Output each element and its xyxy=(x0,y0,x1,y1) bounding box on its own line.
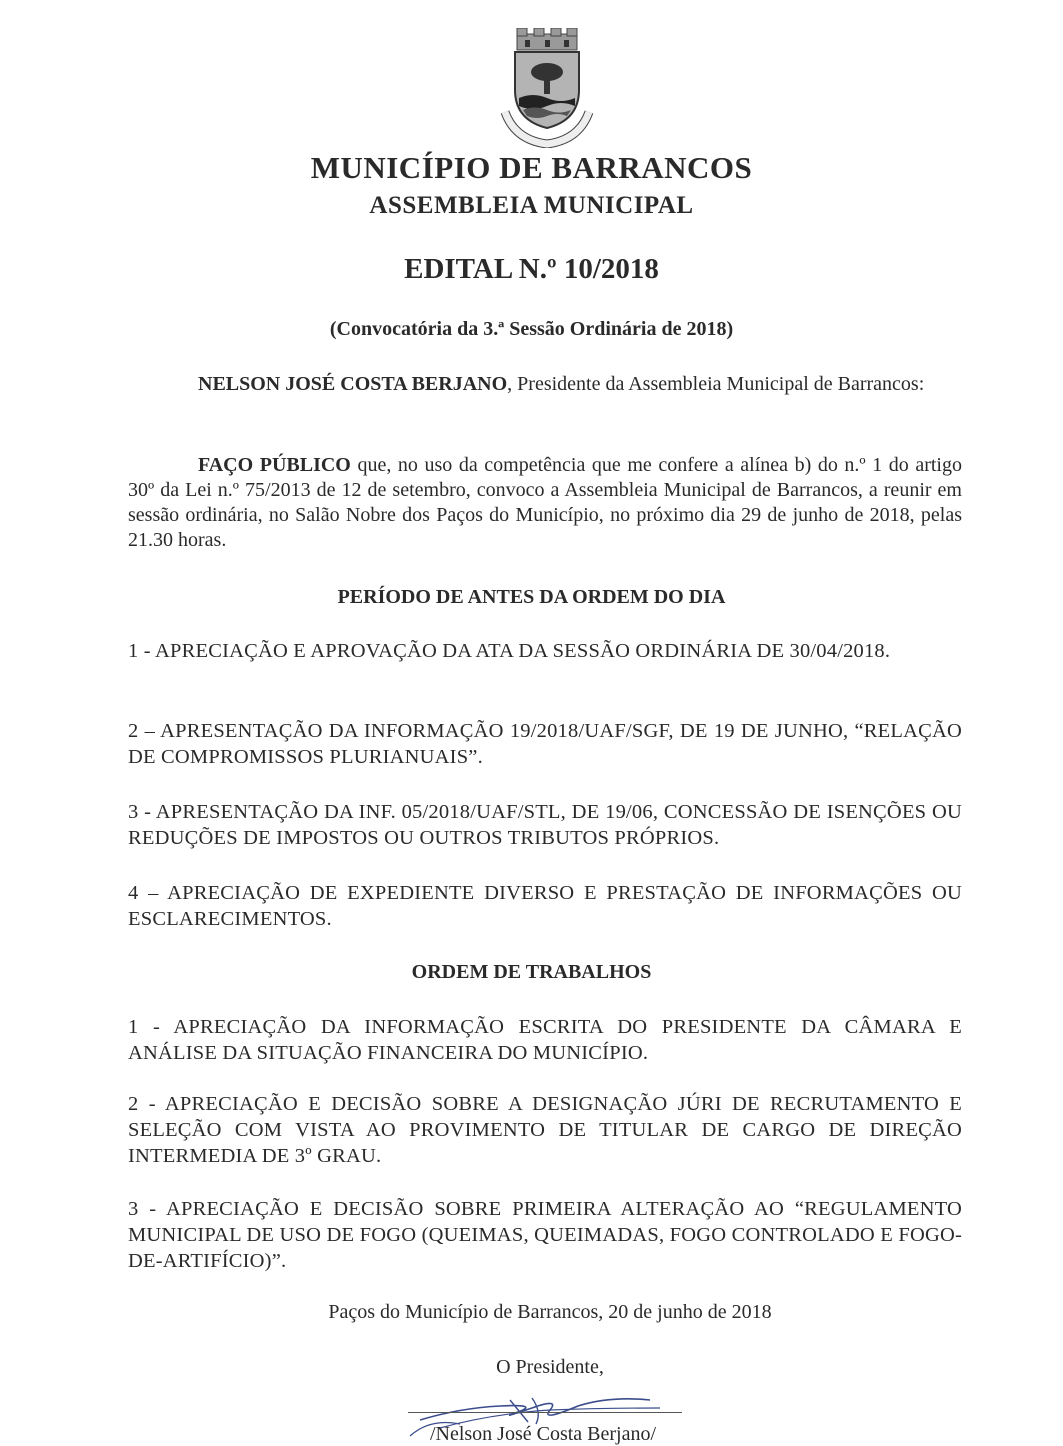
president-name: NELSON JOSÉ COSTA BERJANO xyxy=(198,373,508,395)
announcement-text: que, no uso da competência que me confere a alínea b) do n.º 1 do artigo 30º da Lei n.º 75/2013 de 12 de setembro, convoco a Assembleia Municipal de Barrancos, a reunir em sessão ordinária, no Salão Nobre dos Paços do Município, no próximo dia 29 de junho de 2018, pelas 21.30 horas. xyxy=(128,454,962,551)
intro-paragraph xyxy=(128,372,962,397)
before-agenda-item-4: 4 – APRECIAÇÃO DE EXPEDIENTE DIVERSO E PRESTAÇÃO DE INFORMAÇÕES OU ESCLARECIMENTOS. xyxy=(128,882,962,930)
signatory-name: /Nelson José Costa Berjano/ xyxy=(429,1423,657,1445)
agenda-item-1: 1 - APRECIAÇÃO DA INFORMAÇÃO ESCRITA DO PRESIDENTE DA CÂMARA E ANÁLISE DA SITUAÇÃO FINANCEIRA DO MUNICÍPIO. xyxy=(128,1016,962,1064)
assembly-title: ASSEMBLEIA MUNICIPAL xyxy=(369,192,694,219)
before-agenda-item-2: 2 – APRESENTAÇÃO DA INFORMAÇÃO 19/2018/UAF/SGF, DE 19 DE JUNHO, “RELAÇÃO DE COMPROMISSOS PLURIANUAIS”. xyxy=(128,720,962,768)
municipality-title: MUNICÍPIO DE BARRANCOS xyxy=(310,150,753,185)
agenda-item-2: 2 - APRECIAÇÃO E DECISÃO SOBRE A DESIGNAÇÃO JÚRI DE RECRUTAMENTO E SELEÇÃO COM VISTA AO PROVIMENTO DE TITULAR DE CARGO DE DIREÇÃO INTERMEDIA DE 3º GRAU. xyxy=(128,1093,962,1167)
before-agenda-item-3: 3 - APRESENTAÇÃO DA INF. 05/2018/UAF/STL, DE 19/06, CONCESSÃO DE ISENÇÕES OU REDUÇÕES DE IMPOSTOS OU OUTROS TRIBUTOS PRÓPRIOS. xyxy=(128,801,962,849)
edital-number: EDITAL N.º 10/2018 xyxy=(404,253,659,285)
president-title: , Presidente da Assembleia Municipal de Barrancos: xyxy=(507,373,925,395)
before-agenda-item-1: 1 - APRECIAÇÃO E APROVAÇÃO DA ATA DA SESSÃO ORDINÁRIA DE 30/04/2018. xyxy=(128,640,891,662)
convocation-subtitle: (Convocatória da 3.ª Sessão Ordinária de 2018) xyxy=(329,318,734,340)
municipal-crest-icon xyxy=(495,28,599,148)
agenda-item-3: 3 - APRECIAÇÃO E DECISÃO SOBRE PRIMEIRA ALTERAÇÃO AO “REGULAMENTO MUNICIPAL DE USO DE FOGO (QUEIMAS, QUEIMADAS, FOGO CONTROLADO E FOGO-DE-ARTIFÍCIO)”. xyxy=(128,1198,962,1272)
before-agenda-heading: PERÍODO DE ANTES DA ORDEM DO DIA xyxy=(337,586,726,608)
signature-line xyxy=(408,1412,682,1413)
announcement-lead: FAÇO PÚBLICO xyxy=(198,454,351,476)
announcement-paragraph xyxy=(128,453,962,553)
agenda-heading: ORDEM DE TRABALHOS xyxy=(411,961,652,983)
signatory-role: O Presidente, xyxy=(496,1356,604,1378)
place-date: Paços do Município de Barrancos, 20 de junho de 2018 xyxy=(328,1301,772,1323)
